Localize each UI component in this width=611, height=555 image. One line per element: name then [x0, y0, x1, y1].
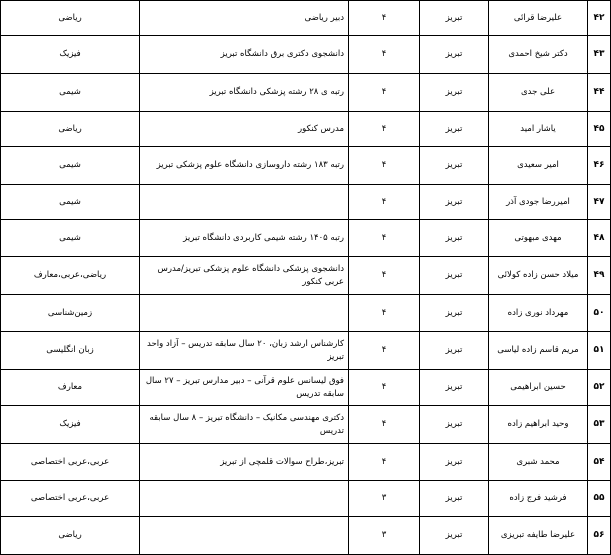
cell-subject: فیزیک [1, 406, 140, 444]
cell-name: حسین ابراهیمی [489, 370, 588, 406]
table-row [1, 147, 611, 185]
cell-desc: رتبه ۱۴۰۵ رشته شیمی کاربردی دانشگاه تبریز [140, 220, 349, 257]
cell-num: ۴۹ [588, 257, 611, 295]
cell-city: تبریز [420, 185, 489, 220]
table-row [1, 517, 611, 555]
cell-subject: ریاضی [1, 112, 140, 147]
cell-num: ۵۶ [588, 517, 611, 555]
cell-name: یاشار امید [489, 112, 588, 147]
table-row [1, 257, 611, 295]
cell-grade: ۴ [349, 185, 420, 220]
cell-grade: ۴ [349, 257, 420, 295]
table-row [1, 406, 611, 444]
cell-grade: ۴ [349, 147, 420, 185]
table-row [1, 444, 611, 481]
cell-num: ۵۰ [588, 295, 611, 332]
table-row [1, 332, 611, 370]
cell-subject: شیمی [1, 74, 140, 112]
cell-name: مهرداد نوری زاده [489, 295, 588, 332]
cell-name: امیررضا جودی آذر [489, 185, 588, 220]
cell-subject: شیمی [1, 185, 140, 220]
table-row [1, 481, 611, 517]
cell-name: مهدی مبهوتی [489, 220, 588, 257]
cell-city: تبریز [420, 444, 489, 481]
cell-name: محمد شبری [489, 444, 588, 481]
cell-city: تبریز [420, 517, 489, 555]
cell-num: ۴۵ [588, 112, 611, 147]
cell-name: فرشید فرج زاده [489, 481, 588, 517]
cell-city: تبریز [420, 257, 489, 295]
cell-desc [140, 481, 349, 517]
cell-subject: ریاضی [1, 1, 140, 36]
table-row [1, 1, 611, 36]
cell-num: ۵۱ [588, 332, 611, 370]
cell-grade: ۴ [349, 74, 420, 112]
cell-grade: ۳ [349, 481, 420, 517]
table-row [1, 36, 611, 74]
cell-city: تبریز [420, 147, 489, 185]
cell-grade: ۴ [349, 406, 420, 444]
cell-city: تبریز [420, 481, 489, 517]
cell-subject: عربی،عربی اختصاصی [1, 481, 140, 517]
cell-grade: ۴ [349, 220, 420, 257]
cell-city: تبریز [420, 295, 489, 332]
cell-desc: مدرس کنکور [140, 112, 349, 147]
cell-num: ۴۸ [588, 220, 611, 257]
table-row [1, 220, 611, 257]
cell-subject: ریاضی [1, 517, 140, 555]
cell-subject: زمین‌شناسی [1, 295, 140, 332]
cell-desc: رتبه ی ۲۸ رشته پزشکی دانشگاه تبریز [140, 74, 349, 112]
cell-num: ۵۲ [588, 370, 611, 406]
cell-name: میلاد حسن زاده کولائی [489, 257, 588, 295]
cell-city: تبریز [420, 112, 489, 147]
cell-subject: فیزیک [1, 36, 140, 74]
cell-grade: ۴ [349, 112, 420, 147]
cell-grade: ۴ [349, 295, 420, 332]
cell-name: علیرضا قرائی [489, 1, 588, 36]
cell-name: امیر سعیدی [489, 147, 588, 185]
table-body [1, 1, 611, 555]
cell-num: ۴۲ [588, 1, 611, 36]
cell-desc [140, 185, 349, 220]
cell-name: علیرضا طایفه تبریزی [489, 517, 588, 555]
cell-desc: دکتری مهندسی مکانیک – دانشگاه تبریز – ۸ سال سابقه تدریس [140, 406, 349, 444]
cell-subject: ریاضی،عربی،معارف [1, 257, 140, 295]
cell-subject: عربی،عربی اختصاصی [1, 444, 140, 481]
cell-num: ۵۴ [588, 444, 611, 481]
cell-city: تبریز [420, 1, 489, 36]
cell-name: علی جدی [489, 74, 588, 112]
table-row [1, 74, 611, 112]
cell-subject: شیمی [1, 220, 140, 257]
cell-desc: دانشجوی دکتری برق دانشگاه تبریز [140, 36, 349, 74]
cell-subject: زبان انگلیسی [1, 332, 140, 370]
cell-name: مریم قاسم زاده لیاسی [489, 332, 588, 370]
cell-grade: ۴ [349, 36, 420, 74]
cell-grade: ۴ [349, 370, 420, 406]
cell-num: ۴۴ [588, 74, 611, 112]
table-row [1, 112, 611, 147]
cell-desc: کارشناس ارشد زبان، ۲۰ سال سابقه تدریس – آزاد واحد تبریز [140, 332, 349, 370]
cell-city: تبریز [420, 332, 489, 370]
cell-num: ۴۳ [588, 36, 611, 74]
cell-desc [140, 517, 349, 555]
cell-desc: دانشجوی پزشکی دانشگاه علوم پزشکی تبریز/مدرس عربی کنکور [140, 257, 349, 295]
cell-name: وحید ابراهیم زاده [489, 406, 588, 444]
cell-grade: ۴ [349, 444, 420, 481]
cell-num: ۴۷ [588, 185, 611, 220]
cell-grade: ۴ [349, 332, 420, 370]
cell-num: ۴۶ [588, 147, 611, 185]
cell-subject: شیمی [1, 147, 140, 185]
cell-num: ۵۵ [588, 481, 611, 517]
table-row [1, 185, 611, 220]
cell-city: تبریز [420, 370, 489, 406]
cell-city: تبریز [420, 220, 489, 257]
table-row [1, 370, 611, 406]
cell-grade: ۴ [349, 1, 420, 36]
cell-subject: معارف [1, 370, 140, 406]
cell-city: تبریز [420, 36, 489, 74]
cell-desc: تبریز،طراح سوالات قلمچی از تبریز [140, 444, 349, 481]
cell-city: تبریز [420, 74, 489, 112]
cell-num: ۵۳ [588, 406, 611, 444]
cell-city: تبریز [420, 406, 489, 444]
cell-grade: ۳ [349, 517, 420, 555]
cell-desc: رتبه ۱۸۳ رشته داروسازی دانشگاه علوم پزشکی تبریز [140, 147, 349, 185]
cell-desc: دبیر ریاضی [140, 1, 349, 36]
table-row [1, 295, 611, 332]
cell-desc [140, 295, 349, 332]
cell-name: دکتر شیخ احمدی [489, 36, 588, 74]
cell-desc: فوق لیسانس علوم قرآنی – دبیر مدارس تبریز – ۲۷ سال سابقه تدریس [140, 370, 349, 406]
